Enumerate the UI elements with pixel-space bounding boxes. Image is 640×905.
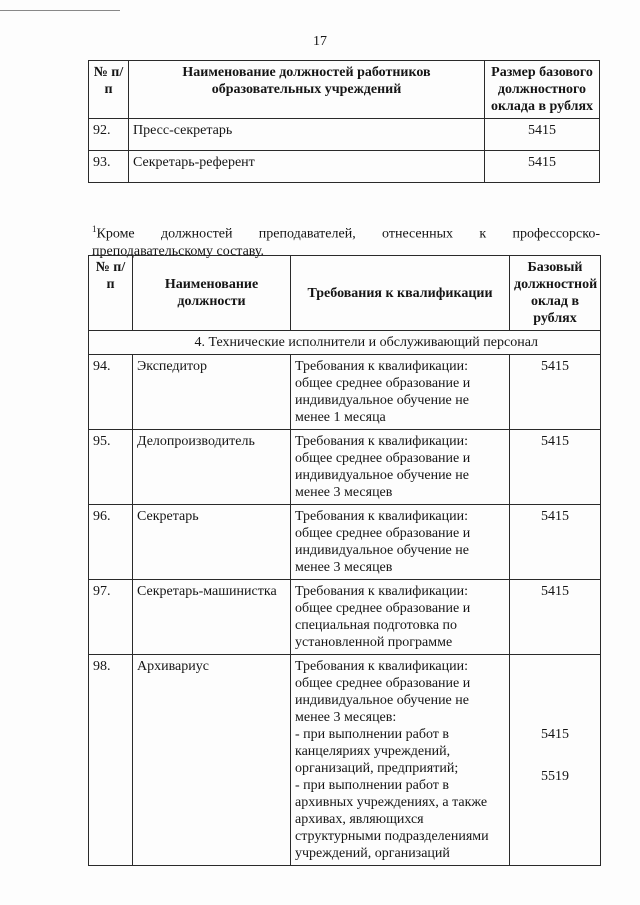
row-num: 97. [89, 580, 133, 655]
header-position-name: Наименование должности [133, 256, 291, 331]
salary-office: 5415 [541, 727, 569, 742]
table-row [89, 580, 601, 655]
footnote-text: Кроме должностей преподавателей, отнесенных к профессорско-преподавательскому составу. [92, 226, 600, 259]
row-num: 92. [89, 119, 129, 151]
table-row [89, 655, 601, 866]
table-row [89, 355, 601, 430]
row-salary: 5415 [510, 580, 601, 655]
row-position: Экспедитор [133, 355, 291, 430]
header-num: № п/п [89, 256, 133, 331]
row-position: Секретарь-референт [129, 151, 485, 183]
row-salary: 5415 [510, 355, 601, 430]
scan-edge [0, 0, 120, 11]
table-row [89, 505, 601, 580]
row-num: 98. [89, 655, 133, 866]
row-position: Архивариус [133, 655, 291, 866]
row-position: Секретарь-машинистка [133, 580, 291, 655]
salary-table-top [88, 60, 600, 183]
row-salary: 5415 [510, 505, 601, 580]
header-salary: Размер базового должностного оклада в рублях [485, 61, 600, 119]
requirements-intro: Требования к квалификации: общее среднее образование и индивидуальное обучение не менее 3 месяцев: [295, 659, 471, 725]
table-row [89, 151, 600, 183]
section-row [89, 331, 601, 355]
row-num: 94. [89, 355, 133, 430]
requirements-item-archive: - при выполнении работ в архивных учреждениях, а также архивах, являющихся структурными подразделениями учреждений, организаций [295, 778, 489, 861]
header-position-name: Наименование должностей работников образовательных учреждений [129, 61, 485, 119]
salary-archive: 5519 [541, 769, 569, 784]
row-position: Секретарь [133, 505, 291, 580]
row-position: Делопроизводитель [133, 430, 291, 505]
row-num: 95. [89, 430, 133, 505]
qualification-table [88, 255, 601, 866]
row-num: 96. [89, 505, 133, 580]
table-row [89, 119, 600, 151]
table-header-row [89, 256, 601, 331]
footnote [92, 221, 600, 260]
row-salary [510, 655, 601, 866]
footnote-marker: 1 [92, 224, 97, 234]
requirements-item-office: - при выполнении работ в канцеляриях учреждений, организаций, предприятий; [295, 727, 459, 776]
page-number: 17 [313, 34, 327, 49]
row-salary: 5415 [485, 151, 600, 183]
header-salary: Базовый должностной оклад в рублях [510, 256, 601, 331]
row-requirements: Требования к квалификации: общее среднее образование и индивидуальное обучение не менее 3 месяцев [291, 505, 510, 580]
row-position: Пресс-секретарь [129, 119, 485, 151]
header-requirements: Требования к квалификации [291, 256, 510, 331]
row-requirements: Требования к квалификации: общее среднее образование и индивидуальное обучение не менее 1 месяца [291, 355, 510, 430]
row-salary: 5415 [485, 119, 600, 151]
row-requirements: Требования к квалификации: общее среднее образование и специальная подготовка по установленной программе [291, 580, 510, 655]
section-title: 4. Технические исполнители и обслуживающий персонал [133, 331, 601, 355]
row-num: 93. [89, 151, 129, 183]
row-requirements: Требования к квалификации: общее среднее образование и индивидуальное обучение не менее 3 месяцев [291, 430, 510, 505]
table-header-row [89, 61, 600, 119]
row-salary: 5415 [510, 430, 601, 505]
header-num: № п/п [89, 61, 129, 119]
table-row [89, 430, 601, 505]
row-requirements [291, 655, 510, 866]
